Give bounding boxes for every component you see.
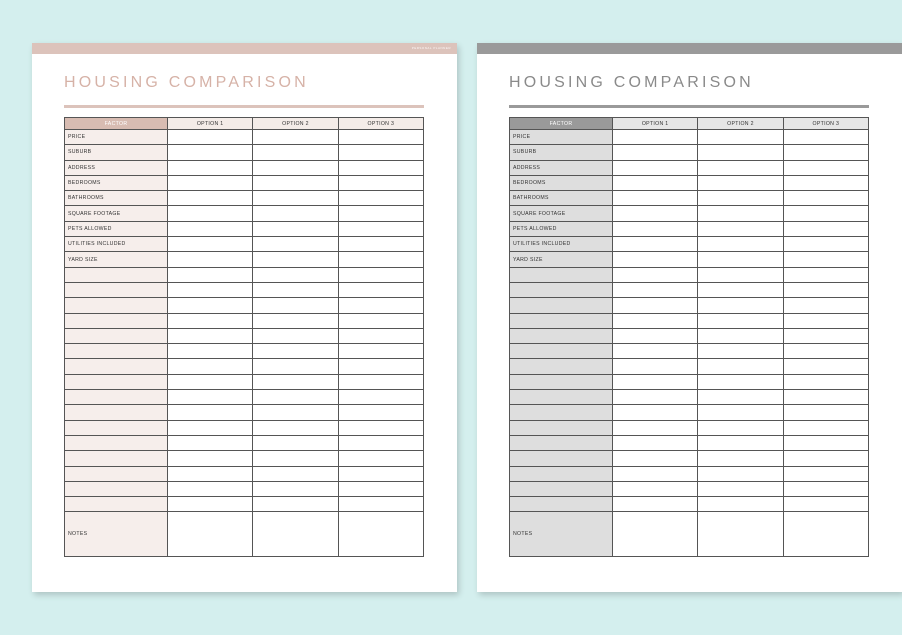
table-row — [65, 175, 424, 190]
option-3-cell[interactable] — [783, 267, 868, 282]
top-accent-bar — [32, 43, 457, 54]
option-2-cell[interactable] — [698, 221, 783, 236]
option-1-cell[interactable] — [168, 221, 253, 236]
option-1-cell[interactable] — [168, 374, 253, 389]
option-2-cell[interactable] — [698, 390, 783, 405]
option-2-cell[interactable] — [253, 160, 338, 175]
option-1-cell[interactable] — [168, 405, 253, 420]
table-row — [65, 374, 424, 389]
option-1-cell[interactable] — [168, 344, 253, 359]
factor-cell — [65, 435, 168, 450]
option-1-cell[interactable] — [613, 374, 698, 389]
table-row — [510, 466, 869, 481]
option-3-cell[interactable] — [783, 435, 868, 450]
factor-cell — [65, 282, 168, 297]
table-row — [510, 282, 869, 297]
option-1-cell[interactable] — [613, 130, 698, 145]
factor-cell — [510, 282, 613, 297]
factor-cell — [510, 344, 613, 359]
table-row — [65, 130, 424, 145]
option-2-cell[interactable] — [698, 175, 783, 190]
option-1-cell[interactable] — [168, 282, 253, 297]
factor-cell: ADDRESS — [65, 160, 168, 175]
option-2-cell[interactable] — [253, 145, 338, 160]
option-1-cell[interactable] — [168, 390, 253, 405]
option-1-cell[interactable] — [168, 451, 253, 466]
option-1-cell[interactable] — [168, 267, 253, 282]
header-row — [510, 118, 869, 130]
option-3-cell[interactable] — [338, 252, 423, 267]
option-1-cell[interactable] — [613, 267, 698, 282]
factor-cell — [65, 420, 168, 435]
factor-cell: PRICE — [510, 130, 613, 145]
option-2-cell[interactable] — [253, 191, 338, 206]
option-2-cell[interactable] — [698, 420, 783, 435]
option-3-cell[interactable] — [338, 267, 423, 282]
option-2-cell[interactable] — [253, 206, 338, 221]
factor-cell — [510, 298, 613, 313]
table-row — [65, 237, 424, 252]
option-2-cell[interactable] — [698, 466, 783, 481]
option-3-cell[interactable] — [783, 481, 868, 496]
option-1-cell[interactable] — [168, 466, 253, 481]
table-row — [65, 435, 424, 450]
factor-cell — [510, 481, 613, 496]
table-row — [65, 191, 424, 206]
option-1-cell[interactable] — [613, 221, 698, 236]
notes-option-1-cell[interactable] — [168, 512, 253, 557]
table-row — [510, 328, 869, 343]
option-3-cell[interactable] — [783, 466, 868, 481]
option-2-cell[interactable] — [698, 497, 783, 512]
option-2-cell[interactable] — [698, 344, 783, 359]
header-option-2: OPTION 2 — [253, 118, 338, 130]
table-row — [65, 298, 424, 313]
table-row — [65, 206, 424, 221]
option-1-cell[interactable] — [168, 497, 253, 512]
factor-cell — [65, 466, 168, 481]
table-row — [510, 221, 869, 236]
option-1-cell[interactable] — [613, 252, 698, 267]
option-1-cell[interactable] — [168, 313, 253, 328]
table-body — [65, 130, 424, 557]
table-row — [510, 359, 869, 374]
header-option-3: OPTION 3 — [338, 118, 423, 130]
option-3-cell[interactable] — [783, 221, 868, 236]
option-1-cell[interactable] — [613, 344, 698, 359]
factor-cell — [65, 359, 168, 374]
table-row — [510, 175, 869, 190]
table-row — [510, 481, 869, 496]
notes-option-2-cell[interactable] — [253, 512, 338, 557]
option-1-cell[interactable] — [168, 328, 253, 343]
factor-cell: BEDROOMS — [65, 175, 168, 190]
option-3-cell[interactable] — [783, 237, 868, 252]
factor-cell — [65, 451, 168, 466]
factor-cell — [510, 313, 613, 328]
option-3-cell[interactable] — [783, 282, 868, 297]
header-option-3: OPTION 3 — [783, 118, 868, 130]
option-2-cell[interactable] — [698, 206, 783, 221]
table-row — [65, 451, 424, 466]
option-3-cell[interactable] — [338, 175, 423, 190]
option-2-cell[interactable] — [253, 328, 338, 343]
notes-row — [65, 512, 424, 557]
option-1-cell[interactable] — [613, 497, 698, 512]
option-1-cell[interactable] — [613, 466, 698, 481]
notes-row — [510, 512, 869, 557]
table-row — [510, 390, 869, 405]
table-row — [65, 420, 424, 435]
option-2-cell[interactable] — [698, 313, 783, 328]
table-row — [510, 206, 869, 221]
option-3-cell[interactable] — [783, 191, 868, 206]
option-1-cell[interactable] — [168, 420, 253, 435]
option-1-cell[interactable] — [613, 145, 698, 160]
option-3-cell[interactable] — [338, 145, 423, 160]
option-3-cell[interactable] — [338, 451, 423, 466]
option-3-cell[interactable] — [338, 282, 423, 297]
option-3-cell[interactable] — [783, 359, 868, 374]
page-title: HOUSING COMPARISON — [509, 74, 754, 91]
option-3-cell[interactable] — [338, 344, 423, 359]
option-1-cell[interactable] — [168, 359, 253, 374]
table-row — [65, 267, 424, 282]
option-2-cell[interactable] — [253, 344, 338, 359]
option-1-cell[interactable] — [168, 252, 253, 267]
option-1-cell[interactable] — [613, 405, 698, 420]
option-1-cell[interactable] — [168, 435, 253, 450]
table-row — [510, 405, 869, 420]
option-2-cell[interactable] — [253, 237, 338, 252]
factor-cell — [510, 435, 613, 450]
option-2-cell[interactable] — [698, 405, 783, 420]
option-3-cell[interactable] — [783, 298, 868, 313]
option-3-cell[interactable] — [338, 359, 423, 374]
option-2-cell[interactable] — [253, 359, 338, 374]
table-row — [65, 497, 424, 512]
option-1-cell[interactable] — [168, 130, 253, 145]
table-row — [510, 451, 869, 466]
option-3-cell[interactable] — [338, 405, 423, 420]
option-1-cell[interactable] — [613, 313, 698, 328]
table-row — [510, 130, 869, 145]
factor-cell: SQUARE FOOTAGE — [65, 206, 168, 221]
option-1-cell[interactable] — [613, 481, 698, 496]
option-1-cell[interactable] — [613, 206, 698, 221]
option-3-cell[interactable] — [783, 497, 868, 512]
table-row — [65, 359, 424, 374]
option-3-cell[interactable] — [338, 374, 423, 389]
table-row — [65, 160, 424, 175]
option-1-cell[interactable] — [168, 206, 253, 221]
factor-cell: SUBURB — [65, 145, 168, 160]
table-row — [65, 282, 424, 297]
table-row — [510, 497, 869, 512]
option-2-cell[interactable] — [698, 191, 783, 206]
option-1-cell[interactable] — [613, 191, 698, 206]
option-2-cell[interactable] — [253, 374, 338, 389]
table-row — [510, 267, 869, 282]
option-2-cell[interactable] — [253, 252, 338, 267]
table-row — [65, 252, 424, 267]
table-row — [510, 252, 869, 267]
option-3-cell[interactable] — [783, 405, 868, 420]
factor-cell: YARD SIZE — [510, 252, 613, 267]
factor-cell — [65, 298, 168, 313]
option-1-cell[interactable] — [613, 282, 698, 297]
factor-cell — [65, 313, 168, 328]
factor-cell — [65, 267, 168, 282]
factor-cell — [510, 420, 613, 435]
option-3-cell[interactable] — [783, 160, 868, 175]
factor-cell — [510, 390, 613, 405]
header-option-1: OPTION 1 — [613, 118, 698, 130]
option-2-cell[interactable] — [253, 405, 338, 420]
factor-cell: SQUARE FOOTAGE — [510, 206, 613, 221]
table-row — [65, 481, 424, 496]
factor-cell — [510, 451, 613, 466]
option-3-cell[interactable] — [783, 390, 868, 405]
title-divider — [509, 105, 869, 108]
notes-option-2-cell[interactable] — [698, 512, 783, 557]
factor-cell — [510, 497, 613, 512]
option-2-cell[interactable] — [253, 313, 338, 328]
option-3-cell[interactable] — [783, 328, 868, 343]
option-1-cell[interactable] — [168, 191, 253, 206]
option-2-cell[interactable] — [698, 328, 783, 343]
option-3-cell[interactable] — [338, 390, 423, 405]
table-row — [510, 374, 869, 389]
option-2-cell[interactable] — [698, 145, 783, 160]
factor-cell — [510, 466, 613, 481]
option-3-cell[interactable] — [783, 206, 868, 221]
option-1-cell[interactable] — [613, 298, 698, 313]
option-2-cell[interactable] — [698, 298, 783, 313]
header-option-1: OPTION 1 — [168, 118, 253, 130]
factor-cell — [65, 344, 168, 359]
option-2-cell[interactable] — [698, 374, 783, 389]
top-accent-bar — [477, 43, 902, 54]
factor-cell: BATHROOMS — [510, 191, 613, 206]
option-2-cell[interactable] — [253, 175, 338, 190]
table-row — [510, 420, 869, 435]
notes-label: NOTES — [65, 512, 168, 557]
option-3-cell[interactable] — [783, 175, 868, 190]
option-2-cell[interactable] — [253, 130, 338, 145]
option-1-cell[interactable] — [613, 237, 698, 252]
option-1-cell[interactable] — [168, 298, 253, 313]
option-3-cell[interactable] — [783, 374, 868, 389]
option-2-cell[interactable] — [698, 237, 783, 252]
option-3-cell[interactable] — [338, 160, 423, 175]
notes-option-3-cell[interactable] — [783, 512, 868, 557]
factor-cell: BEDROOMS — [510, 175, 613, 190]
factor-cell — [65, 497, 168, 512]
notes-option-3-cell[interactable] — [338, 512, 423, 557]
option-3-cell[interactable] — [783, 451, 868, 466]
table-body — [510, 130, 869, 557]
option-2-cell[interactable] — [253, 497, 338, 512]
notes-label: NOTES — [510, 512, 613, 557]
factor-cell: BATHROOMS — [65, 191, 168, 206]
option-3-cell[interactable] — [338, 313, 423, 328]
factor-cell — [510, 267, 613, 282]
option-2-cell[interactable] — [253, 298, 338, 313]
option-1-cell[interactable] — [613, 420, 698, 435]
factor-cell: ADDRESS — [510, 160, 613, 175]
factor-cell — [510, 405, 613, 420]
factor-cell: PETS ALLOWED — [65, 221, 168, 236]
option-1-cell[interactable] — [613, 451, 698, 466]
option-2-cell[interactable] — [698, 282, 783, 297]
option-3-cell[interactable] — [338, 481, 423, 496]
option-3-cell[interactable] — [338, 237, 423, 252]
option-2-cell[interactable] — [253, 435, 338, 450]
option-2-cell[interactable] — [253, 390, 338, 405]
option-3-cell[interactable] — [338, 328, 423, 343]
table-row — [65, 328, 424, 343]
option-1-cell[interactable] — [613, 390, 698, 405]
table-row — [65, 344, 424, 359]
option-1-cell[interactable] — [613, 359, 698, 374]
option-2-cell[interactable] — [698, 160, 783, 175]
option-3-cell[interactable] — [338, 130, 423, 145]
option-3-cell[interactable] — [338, 298, 423, 313]
comparison-table — [509, 117, 869, 557]
option-3-cell[interactable] — [338, 221, 423, 236]
factor-cell — [65, 328, 168, 343]
option-1-cell[interactable] — [168, 160, 253, 175]
option-2-cell[interactable] — [698, 267, 783, 282]
option-1-cell[interactable] — [613, 328, 698, 343]
option-1-cell[interactable] — [613, 160, 698, 175]
title-divider — [64, 105, 424, 108]
option-3-cell[interactable] — [783, 145, 868, 160]
factor-cell: PETS ALLOWED — [510, 221, 613, 236]
option-1-cell[interactable] — [168, 481, 253, 496]
header-option-2: OPTION 2 — [698, 118, 783, 130]
header-factor: FACTOR — [510, 118, 613, 130]
planner-sheet-gray — [477, 43, 902, 592]
option-3-cell[interactable] — [338, 420, 423, 435]
option-2-cell[interactable] — [253, 451, 338, 466]
table-row — [510, 145, 869, 160]
table-row — [65, 390, 424, 405]
option-3-cell[interactable] — [338, 191, 423, 206]
planner-sheet-rose — [32, 43, 457, 592]
option-2-cell[interactable] — [698, 359, 783, 374]
table-row — [510, 344, 869, 359]
table-row — [510, 313, 869, 328]
notes-option-1-cell[interactable] — [613, 512, 698, 557]
option-1-cell[interactable] — [168, 145, 253, 160]
factor-cell — [65, 405, 168, 420]
option-3-cell[interactable] — [783, 420, 868, 435]
table-row — [510, 191, 869, 206]
table-row — [65, 466, 424, 481]
brand-mark: PERSONAL PLANNER — [411, 46, 451, 50]
header-factor: FACTOR — [65, 118, 168, 130]
option-1-cell[interactable] — [168, 237, 253, 252]
option-2-cell[interactable] — [698, 451, 783, 466]
factor-cell — [510, 374, 613, 389]
option-3-cell[interactable] — [783, 344, 868, 359]
comparison-table — [64, 117, 424, 557]
option-2-cell[interactable] — [253, 481, 338, 496]
factor-cell — [65, 390, 168, 405]
page-title: HOUSING COMPARISON — [64, 74, 309, 91]
header-row — [65, 118, 424, 130]
option-3-cell[interactable] — [338, 466, 423, 481]
factor-cell: PRICE — [65, 130, 168, 145]
option-2-cell[interactable] — [253, 282, 338, 297]
table-row — [510, 160, 869, 175]
table-row — [65, 313, 424, 328]
option-3-cell[interactable] — [338, 435, 423, 450]
table-row — [510, 298, 869, 313]
option-3-cell[interactable] — [338, 206, 423, 221]
option-3-cell[interactable] — [783, 313, 868, 328]
table-row — [65, 405, 424, 420]
factor-cell: UTILITIES INCLUDED — [65, 237, 168, 252]
option-2-cell[interactable] — [253, 420, 338, 435]
option-1-cell[interactable] — [613, 175, 698, 190]
option-2-cell[interactable] — [253, 466, 338, 481]
option-1-cell[interactable] — [613, 435, 698, 450]
option-3-cell[interactable] — [338, 497, 423, 512]
factor-cell: UTILITIES INCLUDED — [510, 237, 613, 252]
factor-cell — [65, 481, 168, 496]
factor-cell: SUBURB — [510, 145, 613, 160]
option-3-cell[interactable] — [783, 130, 868, 145]
factor-cell — [65, 374, 168, 389]
option-2-cell[interactable] — [698, 252, 783, 267]
option-2-cell[interactable] — [253, 267, 338, 282]
option-2-cell[interactable] — [698, 481, 783, 496]
table-row — [510, 435, 869, 450]
table-row — [510, 237, 869, 252]
option-2-cell[interactable] — [253, 221, 338, 236]
factor-cell — [510, 359, 613, 374]
factor-cell — [510, 328, 613, 343]
table-row — [65, 221, 424, 236]
option-3-cell[interactable] — [783, 252, 868, 267]
factor-cell: YARD SIZE — [65, 252, 168, 267]
table-row — [65, 145, 424, 160]
option-1-cell[interactable] — [168, 175, 253, 190]
option-2-cell[interactable] — [698, 435, 783, 450]
option-2-cell[interactable] — [698, 130, 783, 145]
